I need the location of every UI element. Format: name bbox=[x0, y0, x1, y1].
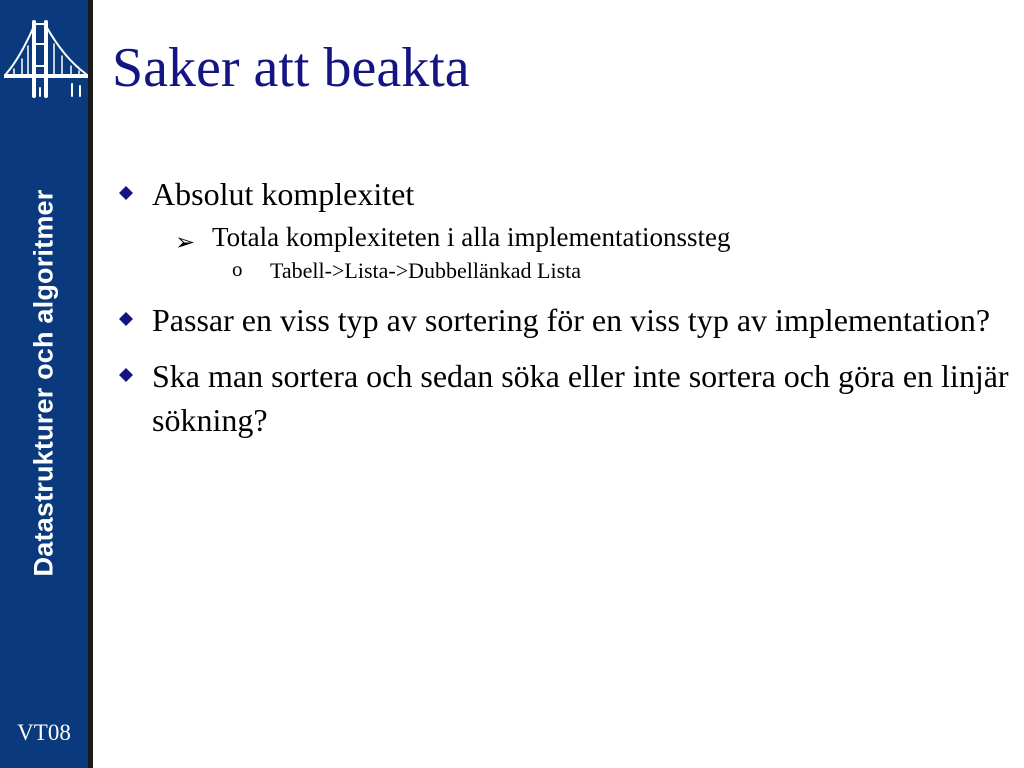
bullet-text: Absolut komplexitet bbox=[152, 176, 415, 212]
bullet-level2 bbox=[115, 218, 1010, 256]
slide-title: Saker att beakta bbox=[112, 37, 470, 99]
diamond-bullet-icon bbox=[119, 368, 133, 382]
course-title-vertical: Datastrukturer och algoritmer bbox=[28, 189, 59, 577]
bullet-text: Ska man sortera och sedan söka eller inte sortera och göra en linjär sökning? bbox=[152, 358, 1009, 438]
bullet-text: Tabell->Lista->Dubbellänkad Lista bbox=[270, 258, 582, 283]
sidebar-divider bbox=[88, 0, 93, 768]
arrow-bullet-icon: ➢ bbox=[175, 228, 196, 256]
bullet-text: Totala komplexiteten i alla implementationssteg bbox=[212, 222, 731, 252]
bullet-level1 bbox=[115, 172, 1010, 216]
diamond-bullet-icon bbox=[119, 312, 133, 326]
bullet-text: Passar en viss typ av sortering för en viss typ av implementation? bbox=[152, 302, 991, 338]
bullet-level1 bbox=[115, 298, 1010, 342]
bullet-level1 bbox=[115, 354, 1010, 442]
bridge-logo-icon bbox=[4, 14, 88, 104]
circle-bullet: o bbox=[232, 257, 243, 281]
diamond-bullet-icon bbox=[119, 186, 133, 200]
term-label: VT08 bbox=[17, 720, 71, 745]
bullet-level3 bbox=[115, 256, 1010, 286]
sidebar bbox=[0, 0, 88, 768]
slide-content bbox=[115, 172, 1010, 442]
